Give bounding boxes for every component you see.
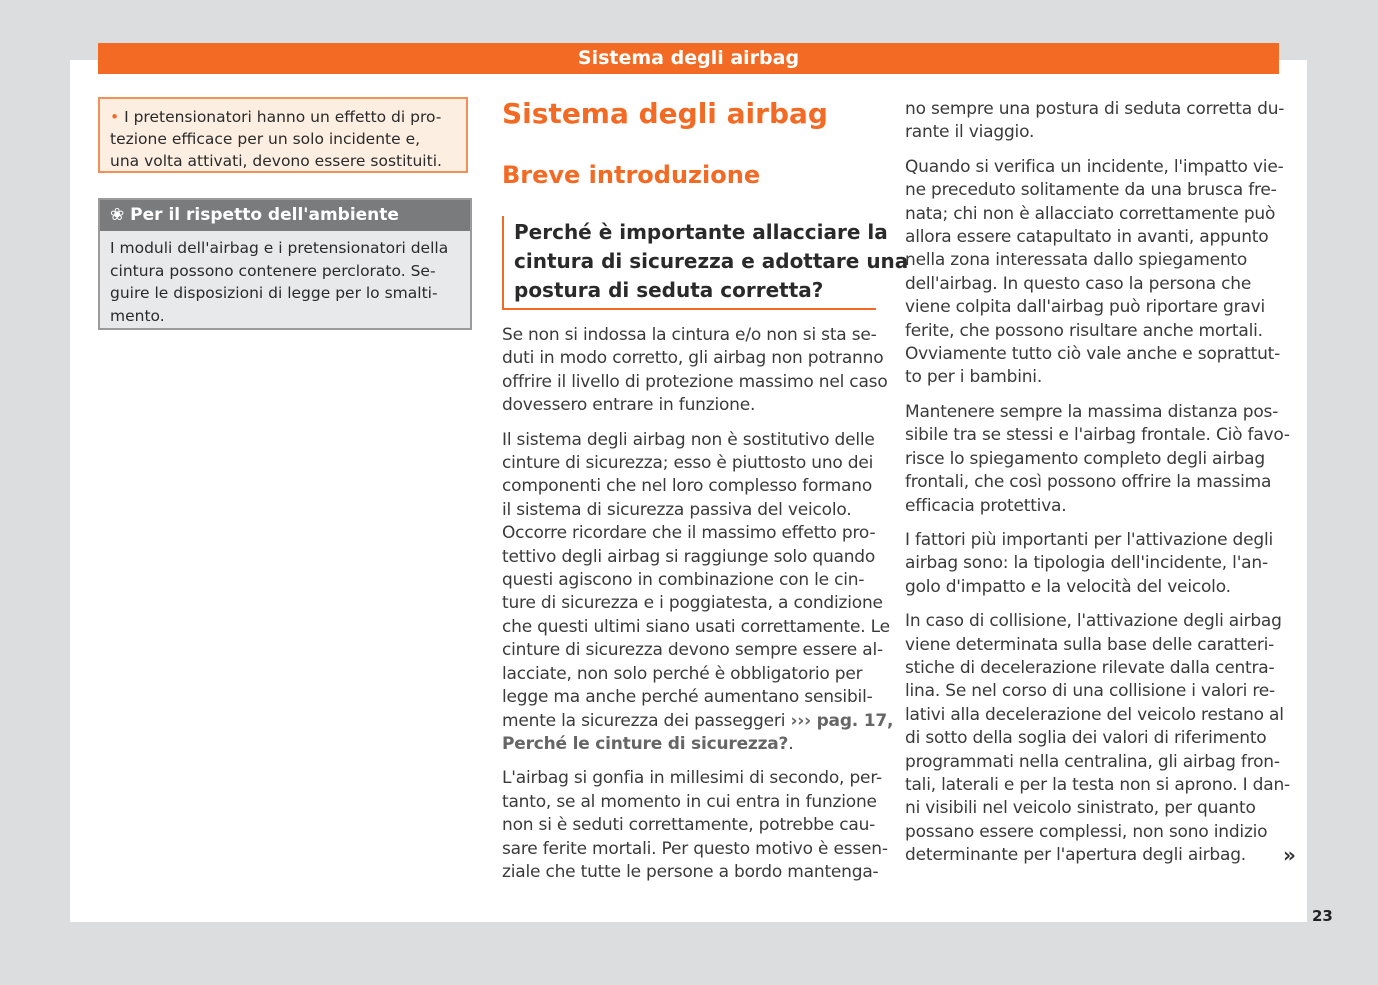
text-line: Quando si verifica un incidente, l'impatto vie- [905,156,1284,177]
paragraph [905,610,1290,867]
text-line: cintura di sicurezza e adottare una [514,249,909,273]
section-heading [502,216,909,310]
text-line: Mantenere sempre la massima distanza pos- [905,401,1279,422]
text-line: dovessero entrare in funzione. [502,395,756,416]
text-line: cinture di sicurezza; esso è piuttosto uno dei [502,453,874,474]
text-line: cintura possono contenere perclorato. Se- [110,261,436,280]
text-line: possano essere complessi, non sono indizio [905,821,1268,842]
text-line: che questi ultimi siano usati correttamente. Le [502,616,890,637]
environment-title: Per il rispetto dell'ambiente [130,205,399,225]
page-reference-title[interactable]: Perché le cinture di sicurezza? [502,733,789,754]
text-line: viene colpita dall'airbag può riportare gravi [905,297,1266,318]
continue-icon: » [1283,843,1296,867]
text-line: risce lo spiegamento completo degli airbag [905,448,1265,469]
text-line: guire le disposizioni di legge per lo smalti- [110,284,438,302]
text-line: efficacia protettiva. [905,495,1067,516]
page-number: 23 [1312,907,1333,925]
paragraph [502,429,894,757]
text-line: allora essere catapultato in avanti, appunto [905,227,1269,248]
text-line: I fattori più importanti per l'attivazione degli [905,529,1274,550]
text-line: nata; chi non è allacciato correttamente può [905,203,1276,224]
environment-text [100,231,470,333]
text-line: una volta attivati, devono essere sostituiti. [110,152,442,170]
chapter-header: Sistema degli airbag [98,43,1279,74]
page-title: Sistema degli airbag [502,97,828,130]
text-line: I moduli dell'airbag e i pretensionatori della [110,239,449,257]
text-line: postura di seduta corretta? [514,278,824,302]
text-line: Il sistema degli airbag non è sostitutivo delle [502,429,875,450]
text-line: di sotto della soglia dei valori di riferimento [905,728,1267,749]
text-line: Se non si indossa la cintura e/o non si sta se- [502,325,877,345]
text-line: legge ma anche perché aumentano sensibil- [502,687,873,708]
environment-box [98,198,472,330]
text-line: lacciate, non solo perché è obbligatorio per [502,663,863,684]
paragraph [905,401,1290,518]
section-subtitle: Breve introduzione [502,161,761,189]
paragraph [502,324,888,418]
text-line: no sempre una postura di seduta corretta du- [905,99,1285,119]
text-line: Ovviamente tutto ciò vale anche e soprattut- [905,344,1281,365]
text-line: offrire il livello di protezione massimo nel caso [502,371,888,392]
text-line: non si è seduti correttamente, potrebbe cau- [502,815,876,836]
text-line: programmati nella centralina, gli airbag fron- [905,751,1280,772]
text-line: mente la sicurezza dei passeggeri [502,710,786,731]
paragraph [502,767,888,884]
text-line: duti in modo corretto, gli airbag non potranno [502,348,884,369]
text-line: I pretensionatori hanno un effetto di pro- [124,108,442,126]
flower-icon: ❀ [110,205,125,225]
text-line: ne preceduto solitamente da una brusca fre- [905,180,1277,201]
text-line: . [788,733,794,754]
text-line: ture di sicurezza e i poggiatesta, a condizione [502,593,883,614]
text-line: tanto, se al momento in cui entra in funzione [502,791,877,812]
text-line: Perché è importante allacciare la [514,220,888,244]
text-line: Occorre ricordare che il massimo effetto pro- [502,523,876,544]
text-line: determinante per l'apertura degli airbag. [905,845,1247,866]
text-line: frontali, che così possono offrire la massima [905,472,1272,493]
text-line: componenti che nel loro complesso formano [502,476,873,497]
text-line: stiche di decelerazione rilevate dalla centra- [905,657,1275,678]
text-line: ferite, che possono risultare anche mortali. [905,320,1263,341]
paragraph [905,98,1285,145]
text-line: ziale che tutte le persone a bordo mantenga- [502,861,879,882]
text-line: In caso di collisione, l'attivazione degli airbag [905,611,1282,632]
text-line: rante il viaggio. [905,122,1035,143]
text-line: cinture di sicurezza devono sempre essere al- [502,640,883,661]
environment-header [100,200,470,231]
text-line: nella zona interessata dallo spiegamento [905,250,1248,271]
text-line: sibile tra se stessi e l'airbag frontale. Ciò favo- [905,425,1290,446]
column-right [905,98,1290,879]
text-line: to per i bambini. [905,367,1043,388]
text-line: L'airbag si gonfia in millesimi di secondo, per- [502,768,882,789]
text-line: lina. Se nel corso di una collisione i valori re- [905,681,1275,702]
text-line: ni visibili nel veicolo sinistrato, per quanto [905,798,1256,819]
warning-box [98,97,468,173]
text-line: mento. [110,306,165,325]
text-line: golo d'impatto e la velocità del veicolo. [905,576,1231,597]
text-line: questi agiscono in combinazione con le cin- [502,570,865,591]
text-line: tettivo degli airbag si raggiunge solo quando [502,546,876,567]
text-line: il sistema di sicurezza passiva del veicolo. [502,499,852,520]
paragraph [905,156,1285,390]
page-reference-link[interactable]: ››› pag. 17, [790,710,894,731]
text-line: tezione efficace per un solo incidente e, [110,130,421,148]
text-line: lativi alla decelerazione del veicolo restano al [905,704,1284,725]
column-middle [502,324,894,895]
bullet: • [110,108,120,126]
text-line: sare ferite mortali. Per questo motivo è essen- [502,838,888,859]
text-line: dell'airbag. In questo caso la persona che [905,273,1252,294]
text-line: tali, laterali e per la testa non si aprono. I dan- [905,774,1290,795]
paragraph [905,529,1285,599]
text-line: airbag sono: la tipologia dell'incidente, l'an- [905,553,1268,574]
text-line: viene determinata sulla base delle caratteri- [905,634,1275,655]
